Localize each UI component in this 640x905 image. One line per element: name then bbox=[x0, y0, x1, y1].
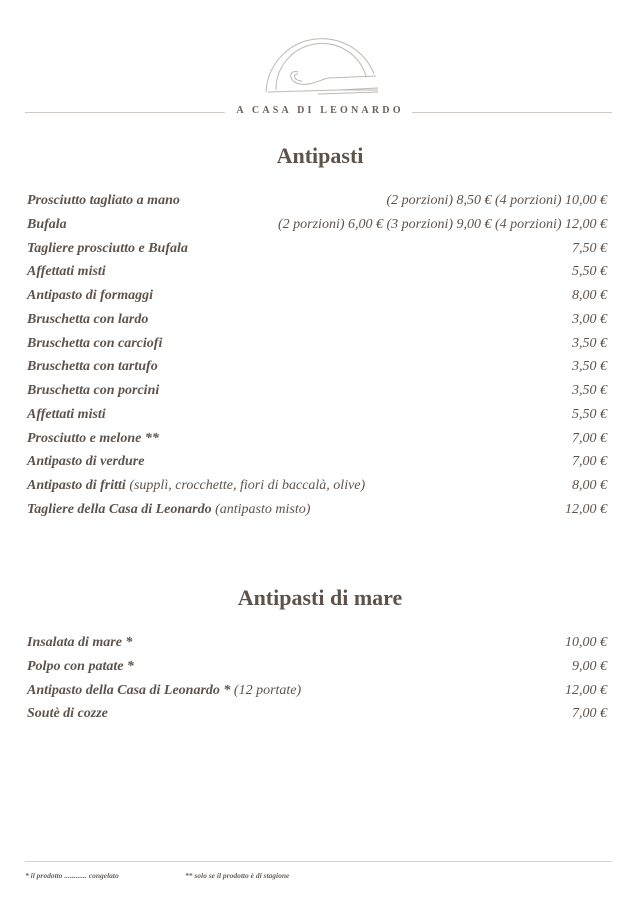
item-price: 7,50 € bbox=[572, 240, 607, 256]
menu-item-label bbox=[27, 498, 310, 522]
menu-item bbox=[27, 655, 607, 679]
item-price: 3,00 € bbox=[572, 311, 607, 327]
menu-item-label bbox=[27, 679, 301, 703]
menu-item-label bbox=[27, 189, 180, 213]
item-name: Bruschetta con carciofi bbox=[27, 335, 163, 351]
item-price: 3,50 € bbox=[572, 359, 607, 375]
menu-item-label bbox=[27, 655, 134, 679]
menu-item-label bbox=[27, 474, 365, 498]
menu-item bbox=[27, 308, 607, 332]
menu-item bbox=[27, 631, 607, 655]
menu-item bbox=[27, 284, 607, 308]
footer-divider bbox=[25, 861, 612, 862]
item-note: (12 portate) bbox=[233, 682, 302, 698]
item-name: Tagliere prosciutto e Bufala bbox=[27, 240, 188, 256]
menu-item-label bbox=[27, 702, 108, 726]
item-price: 10,00 € bbox=[565, 635, 607, 650]
item-name: Soutè di cozze bbox=[27, 706, 108, 722]
item-name: Antipasto di formaggi bbox=[27, 288, 154, 303]
menu-item-label bbox=[27, 237, 188, 261]
item-price: 12,00 € bbox=[565, 501, 607, 517]
menu-item bbox=[27, 332, 607, 356]
menu-item-label bbox=[27, 213, 67, 237]
menu-item bbox=[27, 403, 607, 427]
item-price: 8,00 € bbox=[572, 288, 607, 303]
item-name: Bruschetta con porcini bbox=[27, 383, 160, 398]
item-name: Antipasto della Casa di Leonardo * bbox=[27, 682, 231, 698]
menu-item bbox=[27, 260, 607, 284]
item-name: Prosciutto e melone ** bbox=[27, 430, 159, 446]
footer-note-seasonal: ** solo se il prodotto è di stagione bbox=[185, 871, 290, 880]
menu-item bbox=[27, 379, 607, 403]
menu-item bbox=[27, 213, 607, 237]
menu-item-label bbox=[27, 450, 144, 474]
item-note: (supplì, crocchette, fiori di baccalà, olive) bbox=[129, 478, 366, 493]
menu-list-antipasti bbox=[27, 189, 607, 522]
menu-item-label bbox=[27, 332, 162, 356]
item-name: Antipasto di verdure bbox=[27, 454, 145, 470]
item-price: 5,50 € bbox=[572, 406, 607, 422]
menu-item-label bbox=[27, 355, 158, 379]
menu-item bbox=[27, 498, 607, 522]
item-price: (2 porzioni) 8,50 € (4 porzioni) 10,00 € bbox=[386, 193, 607, 208]
menu-item bbox=[27, 427, 607, 451]
menu-item bbox=[27, 474, 607, 498]
menu-item-label bbox=[27, 403, 106, 427]
menu-item bbox=[27, 189, 607, 213]
menu-item-label bbox=[27, 631, 132, 655]
item-name: Affettati misti bbox=[27, 264, 106, 280]
item-price: 7,00 € bbox=[572, 430, 607, 446]
menu-item-label bbox=[27, 308, 148, 332]
item-price: 3,50 € bbox=[572, 335, 607, 351]
menu-item bbox=[27, 355, 607, 379]
menu-item-label bbox=[27, 427, 159, 451]
item-name: Tagliere della Casa di Leonardo bbox=[27, 501, 212, 517]
item-name: Polpo con patate * bbox=[27, 658, 134, 674]
plate-cutlery-logo-icon bbox=[258, 24, 382, 104]
item-name: Prosciutto tagliato a mano bbox=[27, 193, 180, 208]
item-price: 7,00 € bbox=[572, 454, 607, 470]
item-price: (2 porzioni) 6,00 € (3 porzioni) 9,00 € (4 porzioni) 12,00 € bbox=[278, 216, 607, 232]
item-price: 12,00 € bbox=[565, 682, 607, 698]
item-name: Affettati misti bbox=[27, 406, 106, 422]
item-price: 9,00 € bbox=[572, 658, 607, 674]
item-price: 7,00 € bbox=[572, 706, 607, 722]
item-name: Bruschetta con tartufo bbox=[27, 359, 158, 375]
brand-text: A CASA DI LEONARDO bbox=[231, 105, 408, 116]
item-price: 3,50 € bbox=[572, 383, 607, 398]
item-name: Antipasto di fritti bbox=[27, 478, 126, 493]
menu-item bbox=[27, 702, 607, 726]
section-title: Antipasti di mare bbox=[237, 585, 403, 610]
brand-name bbox=[0, 105, 640, 116]
item-name: Bruschetta con lardo bbox=[27, 311, 149, 327]
menu-item bbox=[27, 450, 607, 474]
footer-note-frozen: * il prodotto ............ congelato bbox=[25, 871, 119, 880]
menu-item bbox=[27, 237, 607, 261]
menu-item-label bbox=[27, 379, 159, 403]
menu-item bbox=[27, 679, 607, 703]
item-note: (antipasto misto) bbox=[215, 501, 311, 517]
item-name: Bufala bbox=[27, 216, 67, 232]
menu-item-label bbox=[27, 260, 106, 284]
menu-item-label bbox=[27, 284, 153, 308]
item-price: 8,00 € bbox=[572, 478, 607, 493]
section-title: Antipasti bbox=[276, 143, 364, 168]
item-name: Insalata di mare * bbox=[27, 635, 133, 650]
menu-list-antipasti-di-mare bbox=[27, 631, 607, 726]
item-price: 5,50 € bbox=[572, 264, 607, 280]
